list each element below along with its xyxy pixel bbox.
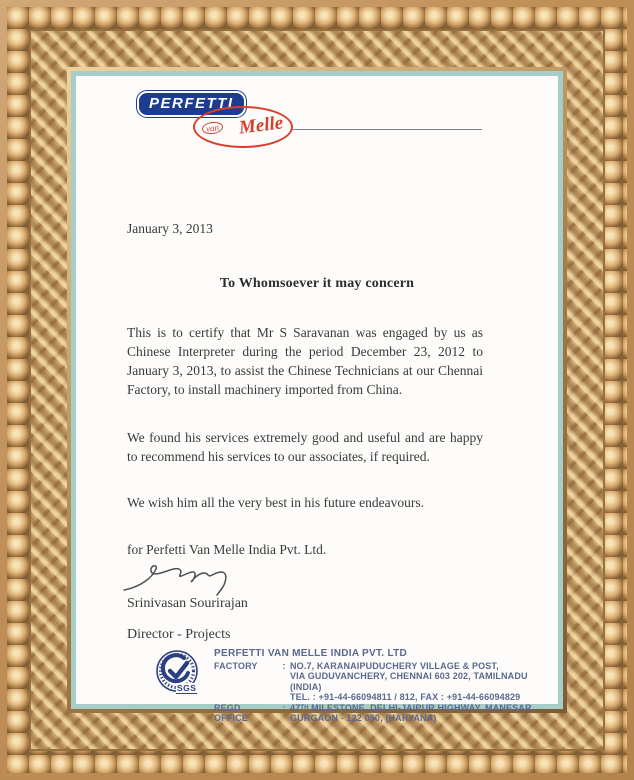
footer-label: FACTORY [214,660,258,671]
melle-wordmark-text: Melle [237,112,285,139]
letter-paragraph: We wish him all the very best in his future endeavours. [127,495,424,510]
footer-regd-office-address [290,703,534,724]
frame-inner-lip [67,67,567,723]
letter-subject: To Whomsoever it may concern [219,276,415,291]
frame-carved-border [29,29,605,751]
footer-factory-address [290,661,558,703]
signatory-title: Director - Projects [127,627,231,642]
letter-paragraph: This is to certify that Mr S Saravanan was engaged by us as Chinese Interpreter during the period December 23, 2012 to January 3, 2013, to assist the Chinese Technicians at our Chennai Factory, to install machinery imported from China. [127,325,483,397]
perfetti-wordmark-text: PERFETTI [149,95,234,112]
sgs-certification-badge [154,649,206,724]
frame-mat [71,71,563,723]
footer-address-line: TEL. : +91-44-66094811 / 812, FAX : +91-44-66094829 [290,692,521,702]
perfetti-van-melle-logo [137,91,307,153]
letter-date: January 3, 2013 [127,221,213,236]
signatory-name: Srinivasan Sourirajan [127,596,248,611]
footer-address-line: GURGAON - 122 050, (HARYANA) [290,713,437,723]
letter-paragraph: We found his services extremely good and useful and are happy to recommend his services to our associates, if required. [127,430,483,464]
footer-row-factory [214,661,558,703]
footer-row-regd-office [214,703,558,724]
footer-colon: : [282,660,286,671]
letterhead-footer [154,649,558,724]
letter-closing: for Perfetti Van Melle India Pvt. Ltd. [127,542,327,557]
footer-label: REGD. OFFICE [214,702,248,723]
letterhead-address-block [214,649,558,724]
sgs-label: SGS [177,683,197,693]
van-melle-oval [193,106,293,148]
footer-colon: : [282,702,286,713]
footer-address-line: 47ᵀᴴ MILESTONE, DELHI-JAIPUR HIGHWAY, MANESAR, [290,702,535,713]
footer-address-line: VIA GUDUVANCHERY, CHENNAI 603 202, TAMILNADU (INDIA) [290,671,528,692]
letter-paper [76,76,558,723]
footer-address-line: NO.7, KARANAIPUDUCHERY VILLAGE & POST, [290,660,499,671]
handwritten-signature [120,560,250,600]
frame-bead-border [7,7,627,773]
header-rule [292,129,482,130]
footer-company-name: PERFETTI VAN MELLE INDIA PVT. LTD [214,648,408,659]
van-wordmark-text: van [201,121,223,136]
